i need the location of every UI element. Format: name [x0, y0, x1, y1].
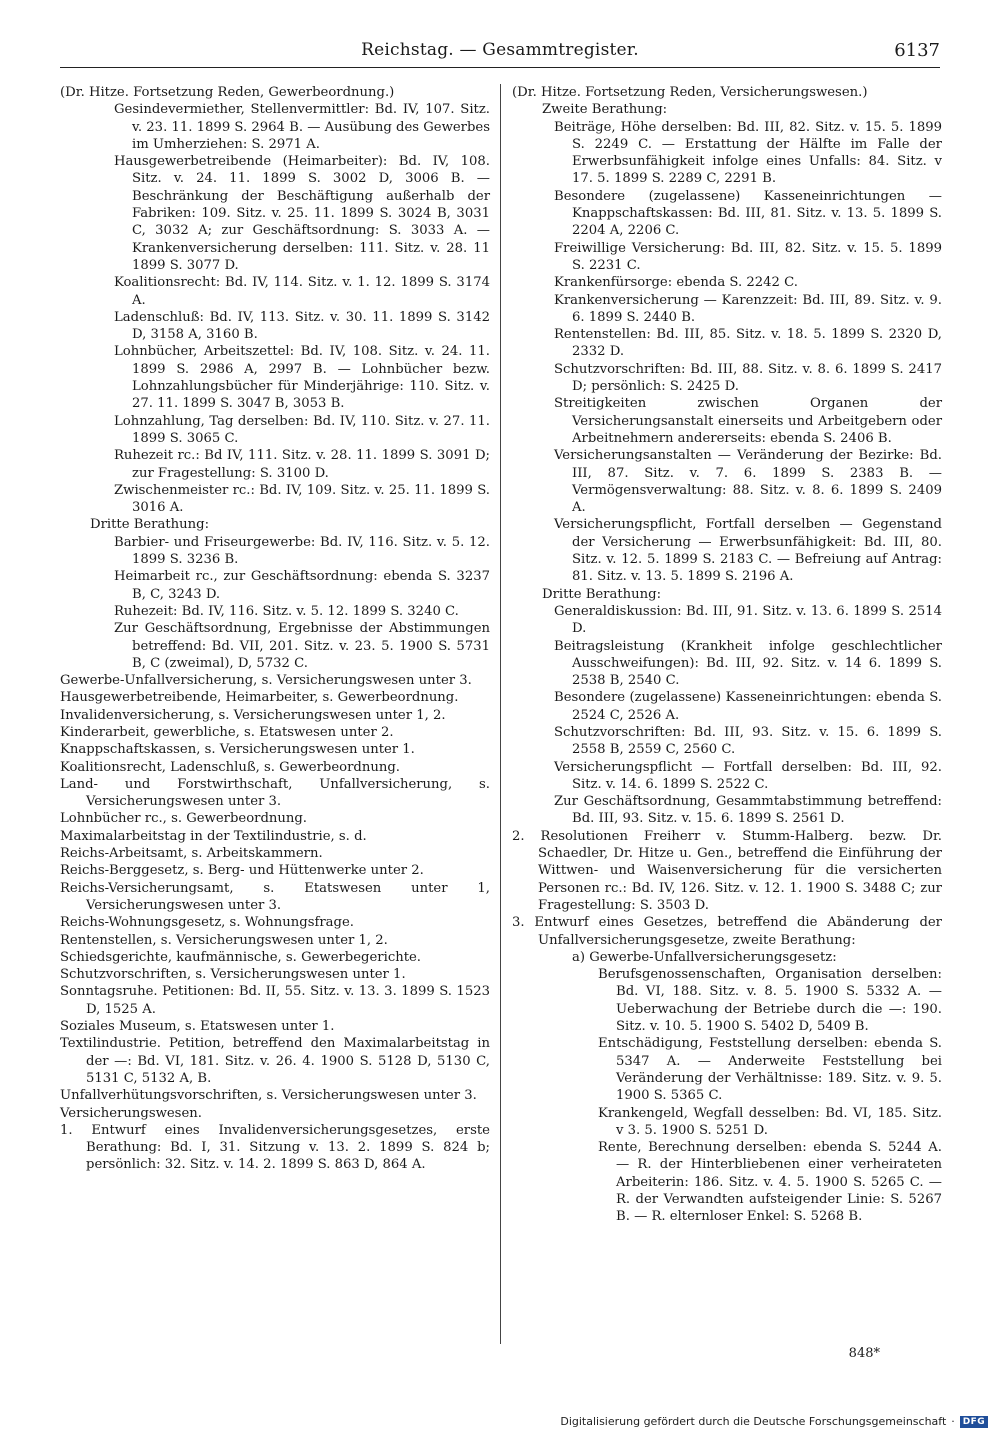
index-entry: Schiedsgerichte, kaufmännische, s. Gewerbegerichte.	[60, 949, 421, 965]
index-entry: Schutzvorschriften, s. Versicherungswesen unter 1.	[60, 967, 406, 983]
index-entry: Dritte Berathung:	[90, 517, 210, 533]
index-entry: Ruhezeit rc.: Bd IV, 111. Sitz. v. 28. 11. 1899 S. 3091 D; zur Fragestellung: S. 3100 D.	[114, 448, 490, 481]
index-entry: Gewerbe-Unfallversicherung, s. Versicherungswesen unter 3.	[60, 673, 472, 689]
page-header	[60, 36, 940, 66]
index-entry: Versicherungspflicht, Fortfall derselben — Gegenstand der Versicherung — Erwerbsunfähigkeit: Bd. III, 80. Sitz. v. 12. 5. 1899 S. 2183 C. — Befreiung auf Antrag: 81. Sitz. v. 13. 5. 1899 S. 2196 A.	[554, 517, 942, 585]
index-entry: Versicherungsanstalten — Veränderung der Bezirke: Bd. III, 87. Sitz. v. 7. 6. 1899 S. 2383 B. — Vermögensverwaltung: 88. Sitz. v. 8. 6. 1899 S. 2409 A.	[554, 448, 942, 516]
index-entry: Heimarbeit rc., zur Geschäftsordnung: ebenda S. 3237 B, C, 3243 D.	[114, 569, 490, 602]
index-entry: Krankenfürsorge: ebenda S. 2242 C.	[554, 275, 798, 291]
index-entry: Zur Geschäftsordnung, Gesammtabstimmung betreffend: Bd. III, 93. Sitz. v. 15. 6. 1899 S. 2561 D.	[554, 794, 942, 827]
index-entry: Besondere (zugelassene) Kasseneinrichtungen — Knappschaftskassen: Bd. III, 81. Sitz. v. 13. 5. 1899 S. 2204 A, 2206 C.	[554, 188, 942, 239]
index-entry: Lohnbücher rc., s. Gewerbeordnung.	[60, 811, 307, 827]
index-entry: Kinderarbeit, gewerbliche, s. Etatswesen unter 2.	[60, 724, 394, 740]
index-entry: Freiwillige Versicherung: Bd. III, 82. Sitz. v. 15. 5. 1899 S. 2231 C.	[554, 240, 942, 273]
index-entry: Zwischenmeister rc.: Bd. IV, 109. Sitz. v. 25. 11. 1899 S. 3016 A.	[114, 482, 490, 516]
index-entry: (Dr. Hitze. Fortsetzung Reden, Versicherungswesen.)	[512, 85, 868, 100]
index-entry: Beiträge, Höhe derselben: Bd. III, 82. Sitz. v. 15. 5. 1899 S. 2249 C. — Erstattung der Hälfte im Falle der Erwerbsunfähigkeit infolge eines Unfalls: 84. Sitz. v 17. 5. 1899 S. 2289 C, 2291 B.	[554, 119, 942, 187]
index-entry: Rentenstellen: Bd. III, 85. Sitz. v. 18. 5. 1899 S. 2320 D, 2332 D.	[554, 327, 942, 360]
index-entry: Koalitionsrecht, Ladenschluß, s. Gewerbeordnung.	[60, 759, 400, 775]
index-entry: Rente, Berechnung derselben: ebenda S. 5244 A. — R. der Hinterbliebenen einer verheirateten Arbeiterin: 186. Sitz. v. 4. 5. 1900 S. 5265 C. — R. der Verwandten aufsteigender Linie: S. 5267 B. — R. elternloser Enkel: S. 5268 B.	[598, 1140, 942, 1225]
index-entry: a) Gewerbe-Unfallversicherungsgesetz:	[572, 949, 837, 965]
index-entry: Ruhezeit: Bd. IV, 116. Sitz. v. 5. 12. 1899 S. 3240 C.	[114, 603, 459, 619]
right-column	[512, 84, 942, 1226]
index-entry: Invalidenversicherung, s. Versicherungswesen unter 1, 2.	[60, 707, 446, 723]
index-entry: 1. Entwurf eines Invalidenversicherungsgesetzes, erste Berathung: Bd. I, 31. Sitzung v. 13. 2. 1899 S. 824 b; persönlich: 32. Sitz. v. 14. 2. 1899 S. 863 D, 864 A.	[60, 1122, 490, 1173]
index-entry: Reichs-Arbeitsamt, s. Arbeitskammern.	[60, 846, 323, 862]
index-entry: Zweite Berathung:	[542, 102, 668, 118]
index-entry: Koalitionsrecht: Bd. IV, 114. Sitz. v. 1. 12. 1899 S. 3174 A.	[114, 275, 490, 308]
running-title: Reichstag. — Gesammtregister.	[361, 40, 639, 60]
index-entry: Berufsgenossenschaften, Organisation derselben: Bd. VI, 188. Sitz. v. 8. 5. 1900 S. 5332 A. — Ueberwachung der Betriebe durch die —: 190. Sitz. v. 10. 5. 1900 S. 5402 D, 5409 B.	[598, 967, 942, 1035]
index-entry: Versicherungswesen.	[60, 1105, 202, 1121]
footer-text: Digitalisierung gefördert durch die Deutsche Forschungsgemeinschaft	[560, 1415, 947, 1428]
index-entry: 2. Resolutionen Freiherr v. Stumm-Halberg. bezw. Dr. Schaedler, Dr. Hitze u. Gen., betreffend die Einführung der Wittwen- und Waisenversicherung für die versicherten Personen rc.: Bd. IV, 126. Sitz. v. 12. 1. 1900 S. 3488 C; zur Fragestellung: S. 3503 D.	[512, 828, 942, 913]
index-entry: Soziales Museum, s. Etatswesen unter 1.	[60, 1019, 335, 1035]
dfg-logo: DFG	[960, 1416, 988, 1428]
index-entry: Generaldiskussion: Bd. III, 91. Sitz. v. 13. 6. 1899 S. 2514 D.	[554, 603, 942, 637]
index-entry: Lohnzahlung, Tag derselben: Bd. IV, 110. Sitz. v. 27. 11. 1899 S. 3065 C.	[114, 413, 490, 446]
index-entry: Knappschaftskassen, s. Versicherungswesen unter 1.	[60, 742, 415, 758]
index-entry: Beitragsleistung (Krankheit infolge geschlechtlicher Ausschweifungen): Bd. III, 92. Sitz. v. 14 6. 1899 S. 2538 B, 2540 C.	[554, 638, 942, 689]
index-entry: Unfallverhütungsvorschriften, s. Versicherungswesen unter 3.	[60, 1088, 477, 1104]
index-entry: Ladenschluß: Bd. IV, 113. Sitz. v. 30. 11. 1899 S. 3142 D, 3158 A, 3160 B.	[114, 309, 490, 343]
index-entry: Rentenstellen, s. Versicherungswesen unter 1, 2.	[60, 932, 388, 948]
index-entry: Gesindevermiether, Stellenvermittler: Bd. IV, 107. Sitz. v. 23. 11. 1899 S. 2964 B. — Ausübung des Gewerbes im Umherziehen: S. 2971 A.	[114, 102, 490, 152]
index-entry: Besondere (zugelassene) Kasseneinrichtungen: ebenda S. 2524 C, 2526 A.	[554, 690, 942, 723]
index-entry: Lohnbücher, Arbeitszettel: Bd. IV, 108. Sitz. v. 24. 11. 1899 S. 2986 A, 2997 B. — Lohnbücher bezw. Lohnzahlungsbücher für Minderjährige: 110. Sitz. v. 27. 11. 1899 S. 3047 B, 3053 B.	[114, 344, 490, 412]
header-rule	[60, 67, 940, 68]
index-entry: Sonntagsruhe. Petitionen: Bd. II, 55. Sitz. v. 13. 3. 1899 S. 1523 D, 1525 A.	[60, 984, 490, 1017]
index-entry: Textilindustrie. Petition, betreffend den Maximalarbeitstag in der —: Bd. VI, 181. Sitz. v. 26. 4. 1900 S. 5128 D, 5130 C, 5131 C, 5132 A, B.	[60, 1036, 490, 1086]
index-entry: Zur Geschäftsordnung, Ergebnisse der Abstimmungen betreffend: Bd. VII, 201. Sitz. v. 23. 5. 1900 S. 5731 B, C (zweimal), D, 5732 C.	[114, 621, 490, 671]
signature-mark: 848*	[848, 1346, 880, 1361]
index-entry: Krankengeld, Wegfall desselben: Bd. VI, 185. Sitz. v 3. 5. 1900 S. 5251 D.	[598, 1105, 942, 1138]
index-entry: Versicherungspflicht — Fortfall derselben: Bd. III, 92. Sitz. v. 14. 6. 1899 S. 2522 C.	[554, 759, 942, 792]
index-entry: (Dr. Hitze. Fortsetzung Reden, Gewerbeordnung.)	[60, 85, 395, 100]
index-entry: Hausgewerbetreibende (Heimarbeiter): Bd. IV, 108. Sitz. v. 24. 11. 1899 S. 3002 D, 3006 B. — Beschränkung der Beschäftigung außerhalb der Fabriken: 109. Sitz. v. 25. 11. 1899 S. 3024 B, 3031 C, 3032 A; zur Geschäftsordnung: S. 3033 A. — Krankenversicherung derselben: 111. Sitz. v. 28. 11 1899 S. 3077 D.	[114, 154, 490, 273]
index-entry: Maximalarbeitstag in der Textilindustrie, s. d.	[60, 828, 367, 844]
index-entry: Hausgewerbetreibende, Heimarbeiter, s. Gewerbeordnung.	[60, 690, 459, 706]
index-entry: Krankenversicherung — Karenzzeit: Bd. III, 89. Sitz. v. 9. 6. 1899 S. 2440 B.	[554, 292, 942, 325]
index-entry: Reichs-Berggesetz, s. Berg- und Hüttenwerke unter 2.	[60, 863, 424, 879]
left-column	[60, 84, 490, 1174]
index-entry: Reichs-Versicherungsamt, s. Etatswesen unter 1, Versicherungswesen unter 3.	[60, 880, 490, 913]
page-number: 6137	[894, 40, 940, 61]
index-entry: Schutzvorschriften: Bd. III, 93. Sitz. v. 15. 6. 1899 S. 2558 B, 2559 C, 2560 C.	[554, 724, 942, 758]
index-entry: Land- und Forstwirthschaft, Unfallversicherung, s. Versicherungswesen unter 3.	[60, 776, 490, 810]
index-entry: Reichs-Wohnungsgesetz, s. Wohnungsfrage.	[60, 915, 354, 931]
index-entry: Dritte Berathung:	[542, 586, 662, 602]
index-entry: Barbier- und Friseurgewerbe: Bd. IV, 116. Sitz. v. 5. 12. 1899 S. 3236 B.	[114, 534, 490, 568]
column-divider	[500, 84, 501, 1344]
index-entry: 3. Entwurf eines Gesetzes, betreffend die Abänderung der Unfallversicherungsgesetze, zweite Berathung:	[512, 915, 942, 948]
index-entry: Streitigkeiten zwischen Organen der Versicherungsanstalt einerseits und Arbeitgebern oder Arbeitnehmern andererseits: ebenda S. 2406 B.	[554, 396, 942, 446]
index-entry: Entschädigung, Feststellung derselben: ebenda S. 5347 A. — Anderweite Feststellung bei Veränderung der Verhältnisse: 189. Sitz. v. 9. 5. 1900 S. 5365 C.	[598, 1036, 942, 1104]
index-entry: Schutzvorschriften: Bd. III, 88. Sitz. v. 8. 6. 1899 S. 2417 D; persönlich: S. 2425 D.	[554, 361, 942, 395]
digitization-footer: Digitalisierung gefördert durch die Deutsche Forschungsgemeinschaft · DFG	[560, 1415, 988, 1428]
